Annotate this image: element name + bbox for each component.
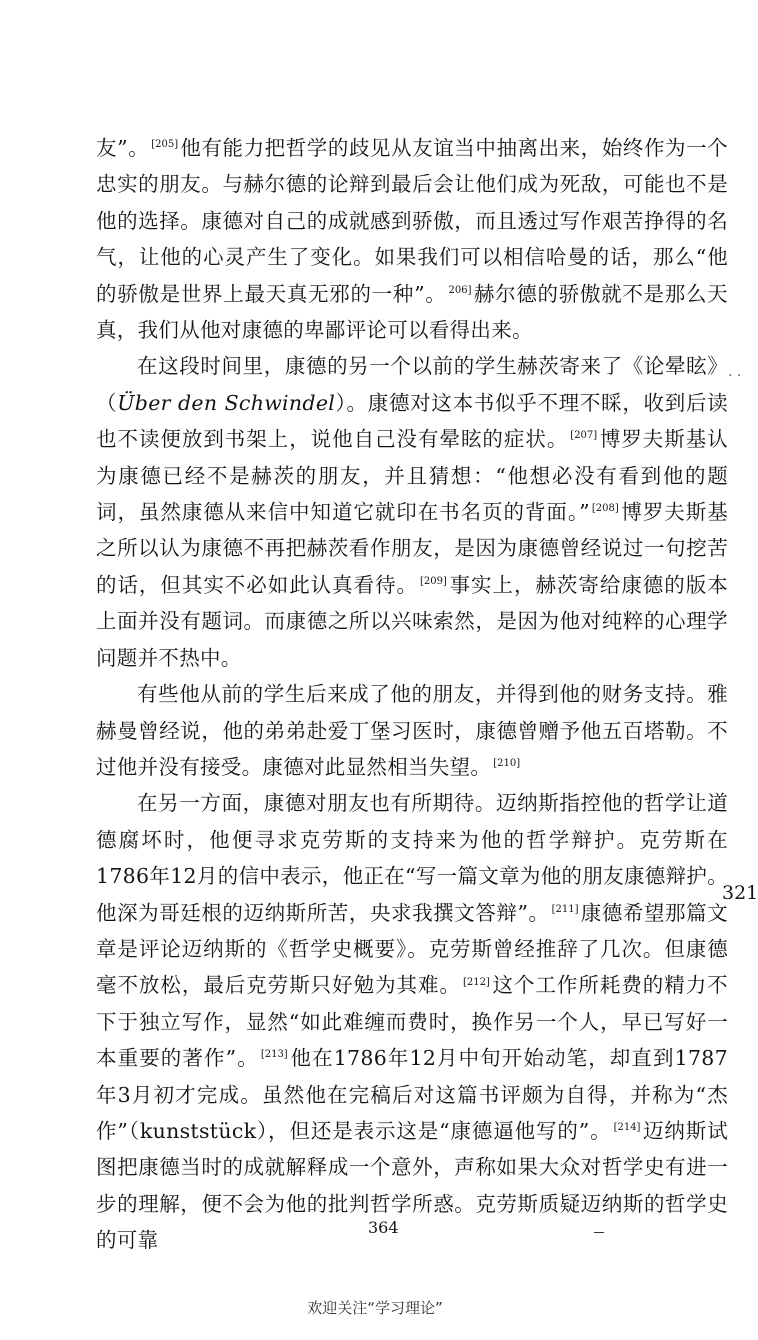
- footnote-ref-208[interactable]: [208]: [591, 503, 619, 515]
- footnote-ref-210[interactable]: [210]: [493, 758, 521, 770]
- text: 迈纳斯试图把康德当时的成就解释成一个意外，声称如果大众对哲学史有进一步的理解，便不会为他的批判哲学所惑。克劳斯质疑迈纳斯的哲学史的可靠: [96, 1118, 728, 1253]
- footnote-ref-206[interactable]: 206]: [448, 284, 472, 296]
- footnote-ref-212[interactable]: [212]: [462, 976, 490, 988]
- text: 这个工作所耗费的精力不下于独立写作，显然“如此难缠而费时，换作另一个人，早已写好一本重要的著作”。: [96, 973, 728, 1071]
- margin-page-number: 321: [722, 882, 758, 904]
- book-title: Über den Schwindel: [117, 390, 336, 415]
- text: 康德希望那篇文章是评论迈纳斯的《哲学史概要》。克劳斯曾经推辞了几次。但康德毫不放松，最后克劳斯只好勉为其难。: [96, 900, 728, 998]
- footnote-ref-207[interactable]: [207]: [570, 430, 598, 442]
- text: 友”。: [96, 136, 150, 160]
- paragraph-2: [96, 348, 728, 676]
- paragraph-4: [96, 785, 728, 1258]
- page-number: 364: [368, 1218, 399, 1237]
- paragraph-1: [96, 130, 728, 348]
- paragraph-3: [96, 676, 728, 785]
- text: ）。康德对这本书似乎不理不睬，收到后读也不读便放到书架上，说他自己没有晕眩的症状。: [96, 390, 728, 452]
- text: 他有能力把哲学的歧见从友谊当中抽离出来，始终作为一个忠实的朋友。与赫尔德的论辩到最后会让他们成为死敌，可能也不是他的选择。康德对自己的成就感到骄傲，而且透过写作艰苦挣得的名气，让他的心灵产生了变化。如果我们可以相信哈曼的话，那么“他的骄傲是世界上最天真无邪的一种”。: [96, 136, 728, 306]
- text: 赫尔德的骄傲就不是那么天真，我们从他对康德的卑鄙评论可以看得出来。: [96, 281, 728, 343]
- footnote-ref-213[interactable]: [213]: [260, 1049, 288, 1061]
- footnote-ref-209[interactable]: [209]: [420, 576, 447, 588]
- margin-dots: · ·: [728, 368, 742, 384]
- page-body: [96, 130, 728, 1259]
- text: 博罗夫斯基之所以认为康德不再把赫茨看作朋友，是因为康德曾经说过一句挖苦的话，但其实不必如此认真看待。: [96, 500, 728, 597]
- scan-mark: [594, 1232, 604, 1233]
- footnote-ref-214[interactable]: [214]: [613, 1122, 641, 1134]
- footer-watermark: 欢迎关注“学习理论”: [307, 1299, 443, 1317]
- text: 事实上，赫茨寄给康德的版本上面并没有题词。而康德之所以兴味索然，是因为他对纯粹的心理学问题并不热中。: [96, 572, 729, 670]
- text: 博罗夫斯基认为康德已经不是赫茨的朋友，并且猜想：“他想必没有看到他的题词，虽然康德从来信中知道它就印在书名页的背面。”: [96, 427, 728, 525]
- text: 有些他从前的学生后来成了他的朋友，并得到他的财务支持。雅赫曼曾经说，他的弟弟赴爱丁堡习医时，康德曾赠予他五百塔勒。不过他并没有接受。康德对此显然相当失望。: [96, 682, 728, 779]
- footnote-ref-205[interactable]: [205]: [151, 139, 179, 151]
- text: 在这段时间里，康德的另一个以前的学生赫茨寄来了《论晕眩》（: [96, 354, 728, 415]
- text: 他在1786年12月中旬开始动笔，却直到1787年3月初才完成。虽然他在完稿后对这篇书评颇为自得，并称为“杰作”（kunststück），但还是表示这是“康德逼他写的”。: [96, 1046, 728, 1143]
- footnote-ref-211[interactable]: [211]: [551, 903, 579, 915]
- text: 在另一方面，康德对朋友也有所期待。迈纳斯指控他的哲学让道德腐坏时，他便寻求克劳斯的支持来为他的哲学辩护。克劳斯在1786年12月的信中表示，他正在“写一篇文章为他的朋友康德辩护。他深为哥廷根的迈纳斯所苦，央求我撰文答辩”。: [96, 791, 728, 925]
